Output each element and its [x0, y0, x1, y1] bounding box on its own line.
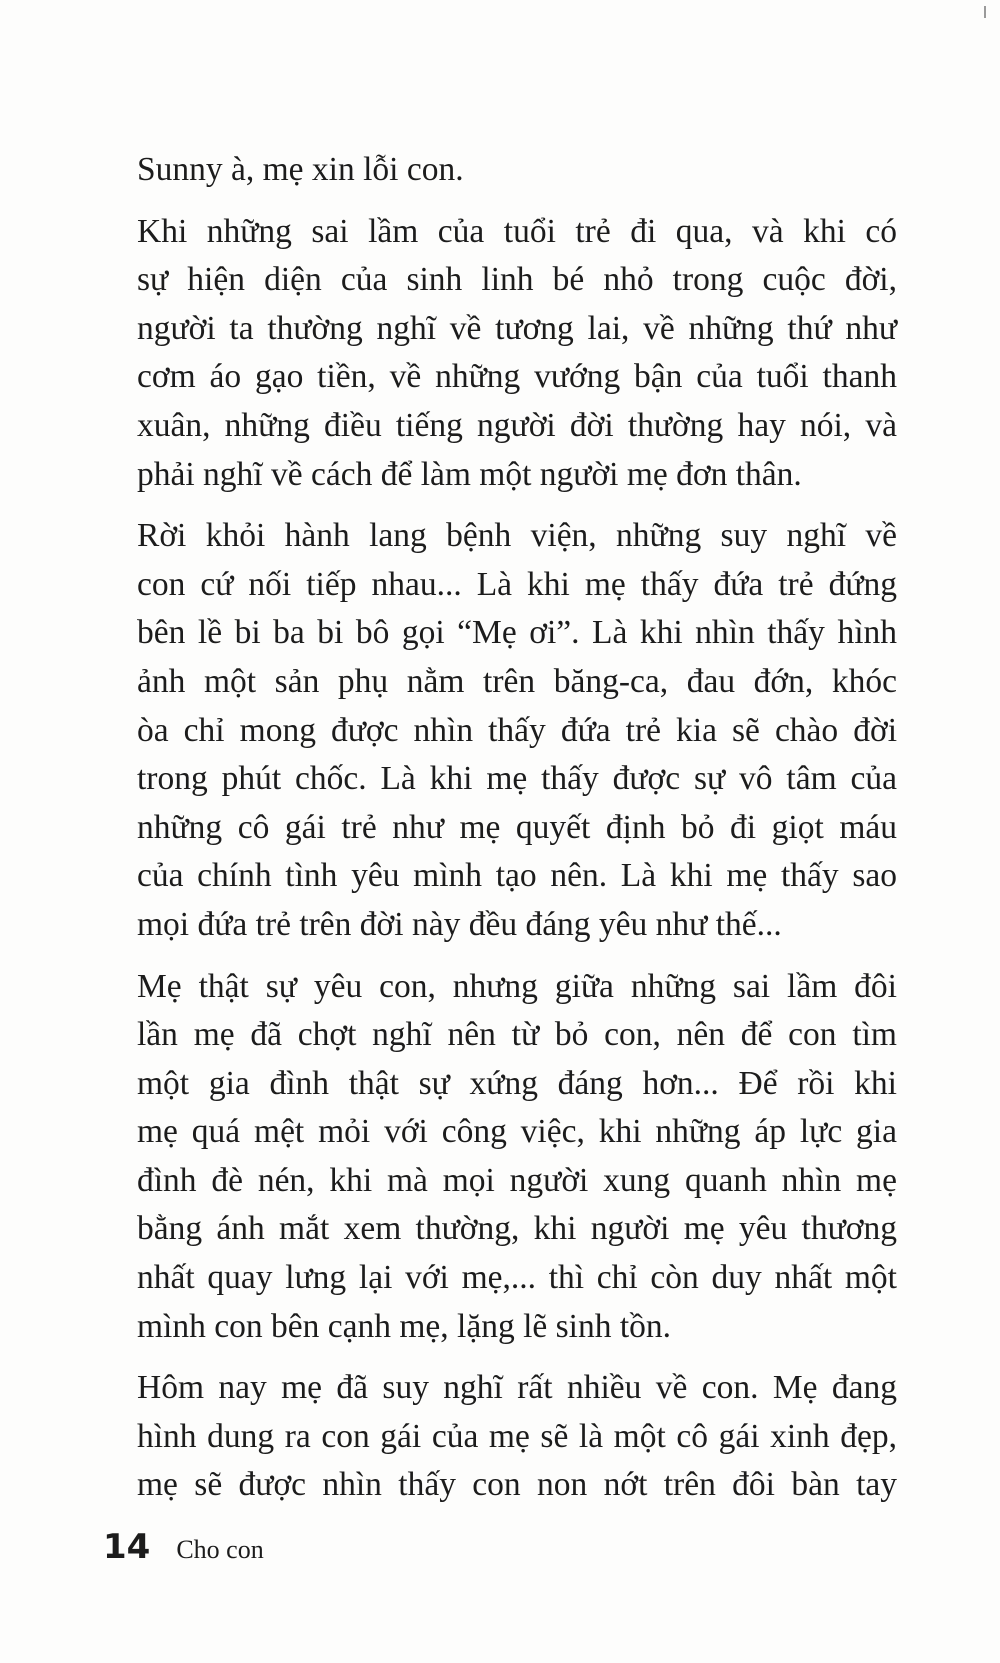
text-line: Hôm nay mẹ đã suy nghĩ rất nhiều về con. Mẹ đang — [137, 1369, 897, 1407]
text-line: phải nghĩ về cách để làm một người mẹ đơn thân. — [137, 455, 802, 493]
paragraph — [137, 208, 897, 500]
text-line: sự hiện diện của sinh linh bé nhỏ trong cuộc đời, — [137, 261, 897, 299]
text-line: xuân, những điều tiếng người đời thường hay nói, và — [137, 406, 897, 444]
text-line: ảnh một sản phụ nằm trên băng-ca, đau đớn, khóc — [137, 662, 897, 700]
text-line: bên lề bi ba bi bô gọi “Mẹ ơi”. Là khi nhìn thấy hình — [137, 614, 897, 652]
text-line: những cô gái trẻ như mẹ quyết định bỏ đi giọt máu — [137, 808, 897, 846]
text-line: trong phút chốc. Là khi mẹ thấy được sự vô tâm của — [137, 760, 897, 798]
text-line: người ta thường nghĩ về tương lai, về những thứ như — [137, 309, 897, 347]
running-title: Cho con — [176, 1535, 264, 1564]
text-line: Mẹ thật sự yêu con, nhưng giữa những sai lầm đôi — [137, 967, 897, 1005]
text-line: một gia đình thật sự xứng đáng hơn... Để rồi khi — [137, 1064, 897, 1102]
text-line: mẹ sẽ được nhìn thấy con non nớt trên đôi bàn tay — [137, 1466, 897, 1504]
text-line: mình con bên cạnh mẹ, lặng lẽ sinh tồn. — [137, 1307, 672, 1345]
text-line: bằng ánh mắt xem thường, khi người mẹ yêu thương — [137, 1210, 897, 1248]
text-line: mẹ quá mệt mỏi với công việc, khi những áp lực gia — [137, 1113, 897, 1151]
page-footer — [103, 1527, 264, 1567]
text-line: con cứ nối tiếp nhau... Là khi mẹ thấy đứa trẻ đứng — [137, 565, 897, 603]
text-line: của chính tình yêu mình tạo nên. Là khi mẹ thấy sao — [137, 857, 897, 895]
text-line: Rời khỏi hành lang bệnh viện, những suy nghĩ về — [137, 517, 897, 555]
page-edge-mark — [984, 6, 986, 18]
paragraph — [137, 146, 897, 195]
text-line: mọi đứa trẻ trên đời này đều đáng yêu như thế... — [137, 905, 782, 943]
text-line: đình đè nén, khi mà mọi người xung quanh nhìn mẹ — [137, 1161, 897, 1199]
text-line: Khi những sai lầm của tuổi trẻ đi qua, và khi có — [137, 212, 897, 250]
text-line: Sunny à, mẹ xin lỗi con. — [137, 151, 464, 188]
page-number: 14 — [103, 1527, 151, 1567]
text-line: lần mẹ đã chợt nghĩ nên từ bỏ con, nên để con tìm — [137, 1016, 897, 1054]
body-text — [137, 146, 897, 1523]
paragraph — [137, 963, 897, 1352]
text-line: cơm áo gạo tiền, về những vướng bận của tuổi thanh — [137, 358, 897, 396]
paragraph — [137, 1364, 897, 1510]
text-line: nhất quay lưng lại với mẹ,... thì chỉ còn duy nhất một — [137, 1259, 897, 1297]
text-line: hình dung ra con gái của mẹ sẽ là một cô gái xinh đẹp, — [137, 1417, 897, 1455]
paragraph — [137, 512, 897, 949]
text-line: òa chỉ mong được nhìn thấy đứa trẻ kia sẽ chào đời — [137, 711, 897, 749]
